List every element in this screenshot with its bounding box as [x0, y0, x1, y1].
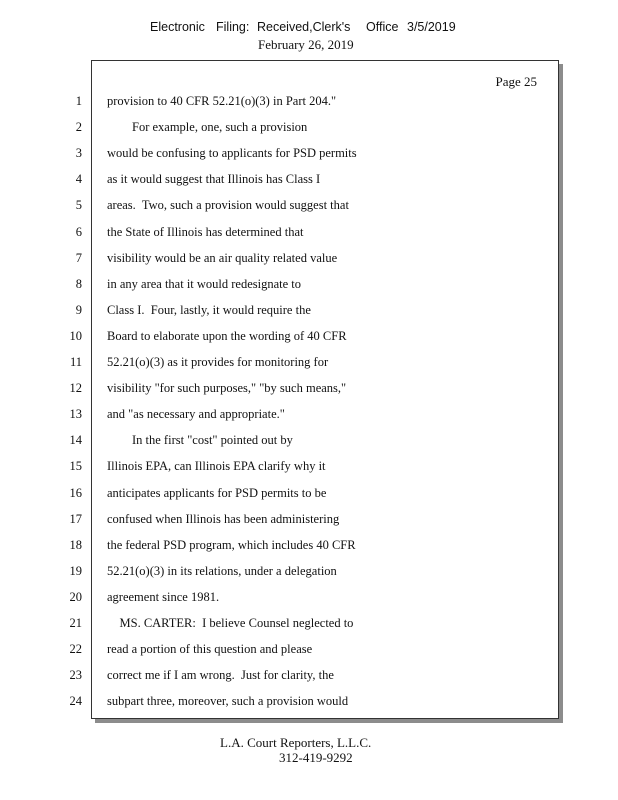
line-text: In the first "cost" pointed out by — [107, 433, 293, 448]
line-text: anticipates applicants for PSD permits to be — [107, 485, 327, 500]
line-number: 9 — [75, 302, 82, 317]
line-number: 23 — [69, 668, 82, 683]
line-text: areas. Two, such a provision would suggest that — [107, 198, 349, 213]
line-number: 19 — [69, 563, 82, 578]
line-number: 13 — [69, 407, 82, 422]
footer-company: L.A. Court Reporters, L.L.C. — [220, 735, 372, 750]
line-text: in any area that it would redesignate to — [107, 276, 302, 291]
line-number: 5 — [75, 198, 82, 213]
line-text: agreement since 1981. — [107, 589, 220, 604]
line-number: 7 — [75, 250, 82, 265]
line-number: 24 — [69, 694, 82, 709]
line-text: correct me if I am wrong. Just for clarity, the — [107, 668, 334, 683]
line-number: 8 — [75, 276, 82, 291]
line-number: 16 — [69, 485, 82, 500]
line-number: 6 — [75, 224, 82, 239]
line-text: as it would suggest that Illinois has Class I — [107, 172, 321, 187]
line-text: would be confusing to applicants for PSD permits — [107, 146, 357, 161]
line-text: Board to elaborate upon the wording of 40 CFR — [107, 328, 347, 343]
line-number: 11 — [69, 355, 82, 369]
line-number: 3 — [75, 146, 82, 161]
header-date: 3/5/2019 — [407, 20, 456, 34]
line-text: provision to 40 CFR 52.21(o)(3) in Part 204." — [107, 94, 337, 108]
header-office: Office — [366, 20, 399, 34]
line-text: the State of Illinois has determined that — [107, 224, 304, 239]
page-number: Page 25 — [495, 74, 537, 89]
line-number: 17 — [69, 511, 82, 526]
line-text: For example, one, such a provision — [107, 120, 308, 135]
document-date: February 26, 2019 — [258, 37, 354, 52]
line-text: subpart three, moreover, such a provision would — [107, 694, 349, 709]
line-text: Illinois EPA, can Illinois EPA clarify why it — [107, 459, 326, 474]
line-number: 21 — [69, 616, 82, 630]
line-text: confused when Illinois has been administering — [107, 511, 340, 526]
line-text: read a portion of this question and please — [107, 642, 313, 657]
footer-phone: 312-419-9292 — [279, 750, 353, 765]
line-number: 4 — [75, 172, 82, 187]
line-number: 20 — [69, 589, 82, 604]
line-number: 22 — [69, 642, 82, 657]
header-electronic: Electronic — [150, 20, 205, 34]
line-text: MS. CARTER: I believe Counsel neglected to — [107, 616, 354, 630]
line-text: 52.21(o)(3) as it provides for monitoring for — [107, 355, 329, 369]
line-text: Class I. Four, lastly, it would require the — [107, 302, 311, 317]
header-received-clerks: Received,Clerk's — [257, 20, 351, 34]
line-number: 14 — [69, 433, 82, 448]
line-number: 15 — [69, 459, 82, 474]
line-number: 18 — [69, 537, 82, 552]
line-number: 1 — [75, 94, 82, 108]
line-number: 2 — [75, 120, 82, 135]
line-number: 12 — [69, 381, 82, 396]
line-text: 52.21(o)(3) in its relations, under a delegation — [107, 563, 337, 578]
header-filing: Filing: — [216, 20, 250, 34]
line-text: visibility "for such purposes," "by such means," — [107, 381, 347, 396]
line-text: visibility would be an air quality related value — [107, 250, 338, 265]
line-text: and "as necessary and appropriate." — [107, 407, 285, 422]
line-text: the federal PSD program, which includes 40 CFR — [107, 537, 356, 552]
line-number: 10 — [69, 328, 82, 343]
